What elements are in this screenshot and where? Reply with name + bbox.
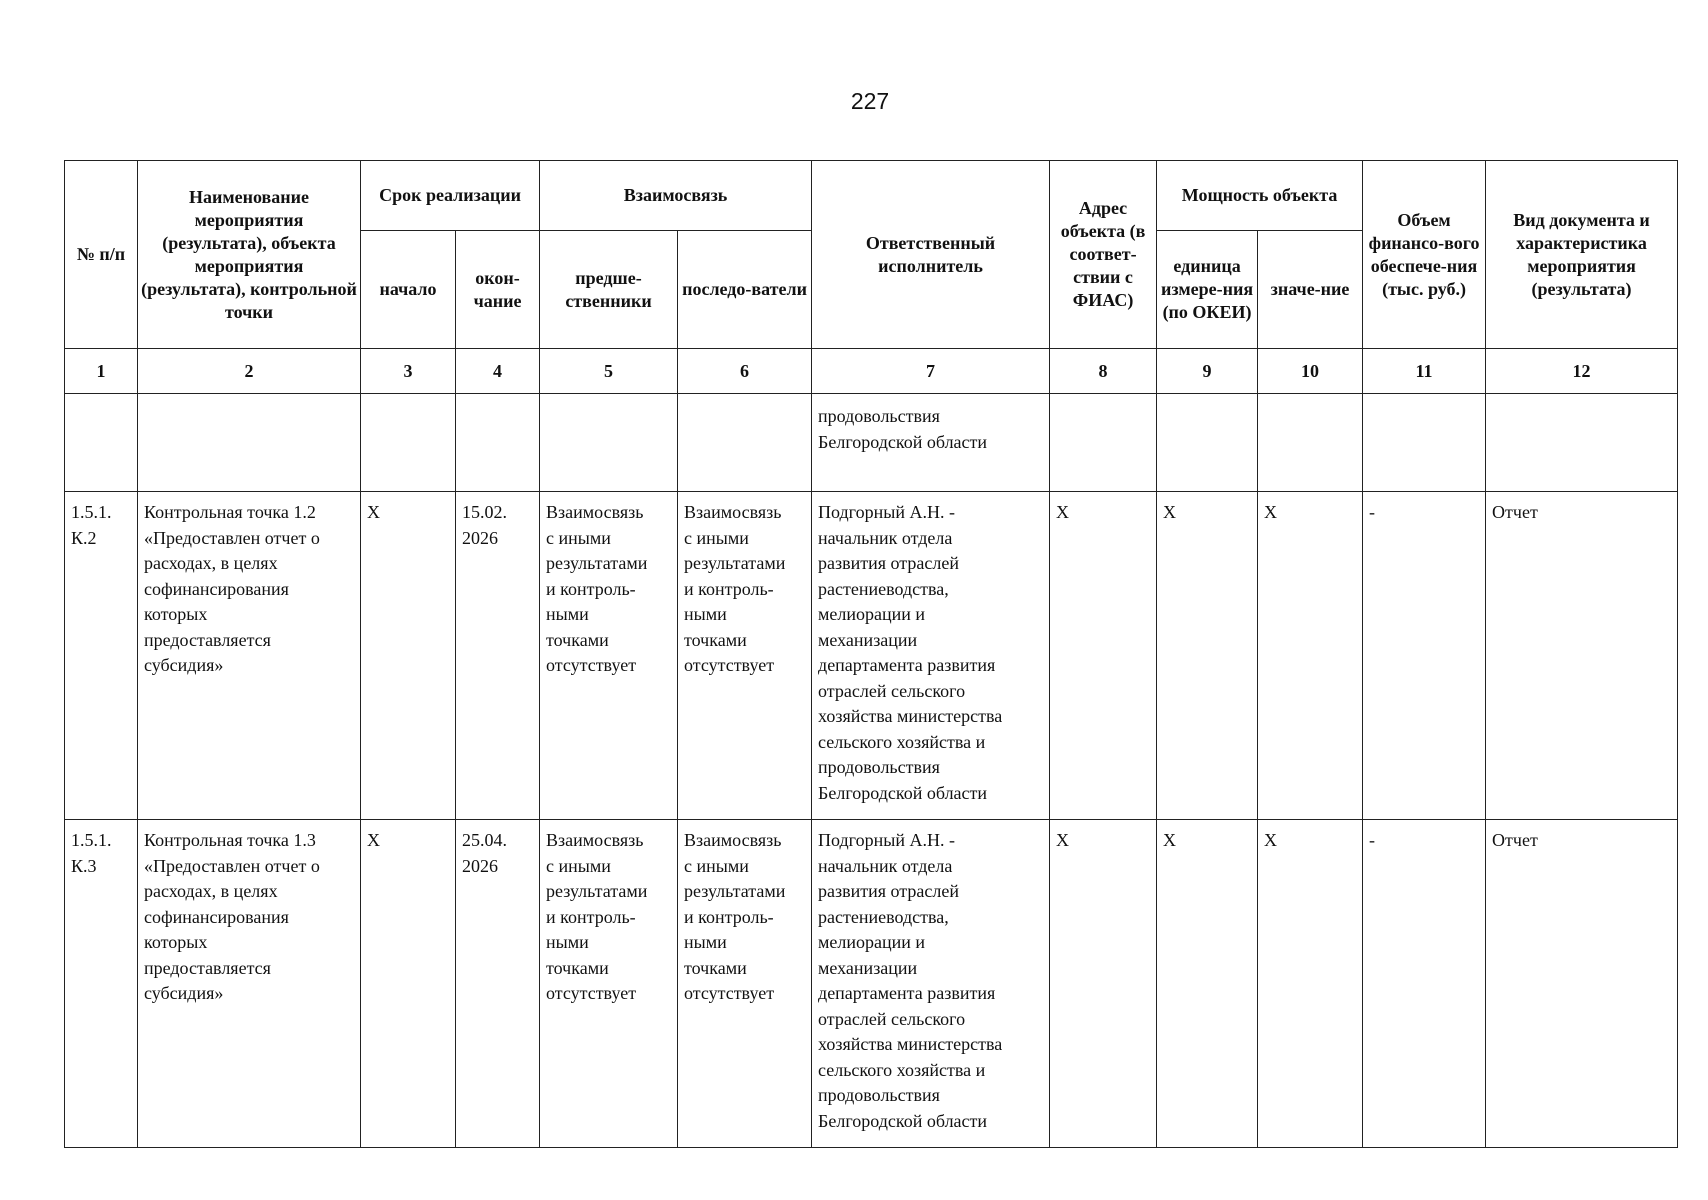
cell-address: [1050, 394, 1157, 492]
cell-line: отсутствует: [546, 983, 637, 1003]
table-row: [65, 820, 1678, 1148]
cell-responsible: [812, 820, 1050, 1148]
cell-line: предоставляется: [144, 629, 271, 650]
cell-line: Взаимосвязь: [684, 502, 782, 522]
cell-line: точками: [546, 629, 609, 650]
cell-predecessors: [540, 820, 678, 1148]
cell-end: [456, 820, 540, 1148]
cell-line: 1.5.1.: [71, 502, 112, 522]
cell-line: 2026: [462, 855, 498, 876]
cell-value: Х: [1258, 492, 1363, 820]
cell-line: Белгородской области: [818, 1110, 988, 1131]
header-capacity-group: Мощность объекта: [1157, 161, 1363, 231]
cell-line: предоставляется: [144, 957, 271, 978]
cell-line: и контроль-: [684, 578, 774, 599]
header-link-pred: предше-ственники: [540, 231, 678, 349]
table-row: [65, 394, 1678, 492]
cell-number: [65, 492, 138, 820]
header-row-1: [65, 161, 1678, 231]
cell-doc-type: Отчет: [1486, 492, 1678, 820]
header-finance: Объем финансо-вого обеспече-ния (тыс. руб.): [1363, 161, 1486, 349]
cell-line: начальник отдела: [818, 855, 953, 876]
column-number: 11: [1363, 349, 1486, 394]
header-number: № п/п: [65, 161, 138, 349]
cell-finance: [1363, 394, 1486, 492]
cell-responsible: [812, 492, 1050, 820]
cell-line: 1.5.1.: [71, 830, 112, 850]
cell-line: с иными: [546, 855, 611, 876]
cell-line: ными: [684, 604, 727, 624]
cell-line: «Предоставлен отчет о: [144, 855, 320, 876]
cell-line: сельского хозяйства и: [818, 731, 986, 752]
cell-line: Подгорный А.Н. -: [818, 502, 955, 522]
cell-line: точками: [546, 957, 609, 978]
cell-line: механизации: [818, 957, 918, 978]
cell-line: и контроль-: [546, 906, 636, 927]
cell-line: хозяйства министерства: [818, 706, 1003, 726]
cell-line: продовольствия: [818, 406, 940, 426]
cell-line: ными: [546, 604, 589, 624]
cell-line: расходах, в целях: [144, 881, 278, 901]
cell-number: [65, 394, 138, 492]
cell-line: ными: [684, 932, 727, 952]
header-link-group: Взаимосвязь: [540, 161, 812, 231]
cell-line: отсутствует: [684, 983, 775, 1003]
cell-line: отсутствует: [684, 655, 775, 675]
cell-line: департамента развития: [818, 983, 996, 1003]
cell-line: точками: [684, 629, 747, 650]
cell-predecessors: [540, 394, 678, 492]
cell-line: ными: [546, 932, 589, 952]
cell-line: механизации: [818, 629, 918, 650]
cell-line: результатами: [546, 553, 648, 573]
cell-line: точками: [684, 957, 747, 978]
header-link-succ: последо-ватели: [678, 231, 812, 349]
cell-line: продовольствия: [818, 757, 940, 777]
column-number: 10: [1258, 349, 1363, 394]
cell-value: [1258, 394, 1363, 492]
header-address: Адрес объекта (в соответ-ствии с ФИАС): [1050, 161, 1157, 349]
cell-line: Взаимосвязь: [546, 830, 644, 850]
header-cap-unit: единица измере-ния (по ОКЕИ): [1157, 231, 1258, 349]
cell-line: и контроль-: [684, 906, 774, 927]
column-number: 9: [1157, 349, 1258, 394]
cell-line: продовольствия: [818, 1085, 940, 1105]
cell-line: расходах, в целях: [144, 553, 278, 573]
cell-line: и контроль-: [546, 578, 636, 599]
cell-name: [138, 492, 361, 820]
header-responsible: Ответственный исполнитель: [812, 161, 1050, 349]
table-row: [65, 492, 1678, 820]
cell-line: развития отраслей: [818, 881, 959, 901]
cell-line: департамента развития: [818, 655, 996, 675]
cell-name: [138, 394, 361, 492]
header-doc-type: Вид документа и характеристика мероприятия (результата): [1486, 161, 1678, 349]
cell-line: развития отраслей: [818, 553, 959, 573]
header-term-start: начало: [361, 231, 456, 349]
cell-address: Х: [1050, 492, 1157, 820]
column-number: 3: [361, 349, 456, 394]
cell-successors: [678, 492, 812, 820]
cell-line: с иными: [546, 527, 611, 548]
header-term-group: Срок реализации: [361, 161, 540, 231]
plan-table: [64, 160, 1678, 1148]
header-name: Наименование мероприятия (результата), объекта мероприятия (результата), контрольной точки: [138, 161, 361, 349]
cell-line: отсутствует: [546, 655, 637, 675]
cell-line: мелиорации и: [818, 932, 926, 952]
cell-line: «Предоставлен отчет о: [144, 527, 320, 548]
page-number: 227: [850, 88, 890, 114]
cell-line: начальник отдела: [818, 527, 953, 548]
column-number: 5: [540, 349, 678, 394]
cell-line: отраслей сельского: [818, 1008, 966, 1029]
header-cap-value: значе-ние: [1258, 231, 1363, 349]
cell-line: 15.02.: [462, 502, 507, 522]
cell-line: результатами: [684, 553, 786, 573]
cell-line: которых: [144, 932, 208, 952]
cell-line: сельского хозяйства и: [818, 1059, 986, 1080]
cell-line: Белгородской области: [818, 431, 988, 452]
cell-line: 25.04.: [462, 830, 507, 850]
cell-address: Х: [1050, 820, 1157, 1148]
cell-line: с иными: [684, 855, 749, 876]
cell-line: которых: [144, 604, 208, 624]
column-number: 6: [678, 349, 812, 394]
cell-line: Подгорный А.Н. -: [818, 830, 955, 850]
cell-number: [65, 820, 138, 1148]
cell-line: К.3: [71, 855, 97, 876]
cell-line: Взаимосвязь: [546, 502, 644, 522]
cell-line: софинансирования: [144, 578, 289, 599]
cell-doc-type: Отчет: [1486, 820, 1678, 1148]
cell-predecessors: [540, 492, 678, 820]
cell-line: 2026: [462, 527, 498, 548]
column-number: 8: [1050, 349, 1157, 394]
cell-line: растениеводства,: [818, 906, 949, 927]
cell-line: результатами: [684, 881, 786, 901]
cell-line: с иными: [684, 527, 749, 548]
cell-line: Взаимосвязь: [684, 830, 782, 850]
column-number: 4: [456, 349, 540, 394]
column-number: 1: [65, 349, 138, 394]
cell-finance: -: [1363, 820, 1486, 1148]
cell-line: К.2: [71, 527, 97, 548]
cell-start: Х: [361, 492, 456, 820]
cell-value: Х: [1258, 820, 1363, 1148]
cell-line: отраслей сельского: [818, 680, 966, 701]
cell-name: [138, 820, 361, 1148]
cell-unit: Х: [1157, 820, 1258, 1148]
cell-line: Контрольная точка 1.3: [144, 830, 316, 850]
cell-responsible: [812, 394, 1050, 492]
cell-line: Белгородской области: [818, 782, 988, 803]
cell-line: хозяйства министерства: [818, 1034, 1003, 1054]
cell-line: результатами: [546, 881, 648, 901]
cell-line: софинансирования: [144, 906, 289, 927]
cell-successors: [678, 394, 812, 492]
cell-end: [456, 492, 540, 820]
cell-finance: -: [1363, 492, 1486, 820]
column-number: 7: [812, 349, 1050, 394]
cell-start: [361, 394, 456, 492]
cell-unit: [1157, 394, 1258, 492]
cell-line: субсидия»: [144, 983, 224, 1003]
cell-end: [456, 394, 540, 492]
cell-start: Х: [361, 820, 456, 1148]
cell-line: мелиорации и: [818, 604, 926, 624]
column-number-row: [65, 349, 1678, 394]
header-term-end: окон-чание: [456, 231, 540, 349]
cell-line: субсидия»: [144, 655, 224, 675]
cell-line: Контрольная точка 1.2: [144, 502, 316, 522]
cell-successors: [678, 820, 812, 1148]
cell-line: растениеводства,: [818, 578, 949, 599]
column-number: 12: [1486, 349, 1678, 394]
column-number: 2: [138, 349, 361, 394]
cell-unit: Х: [1157, 492, 1258, 820]
cell-doc-type: [1486, 394, 1678, 492]
